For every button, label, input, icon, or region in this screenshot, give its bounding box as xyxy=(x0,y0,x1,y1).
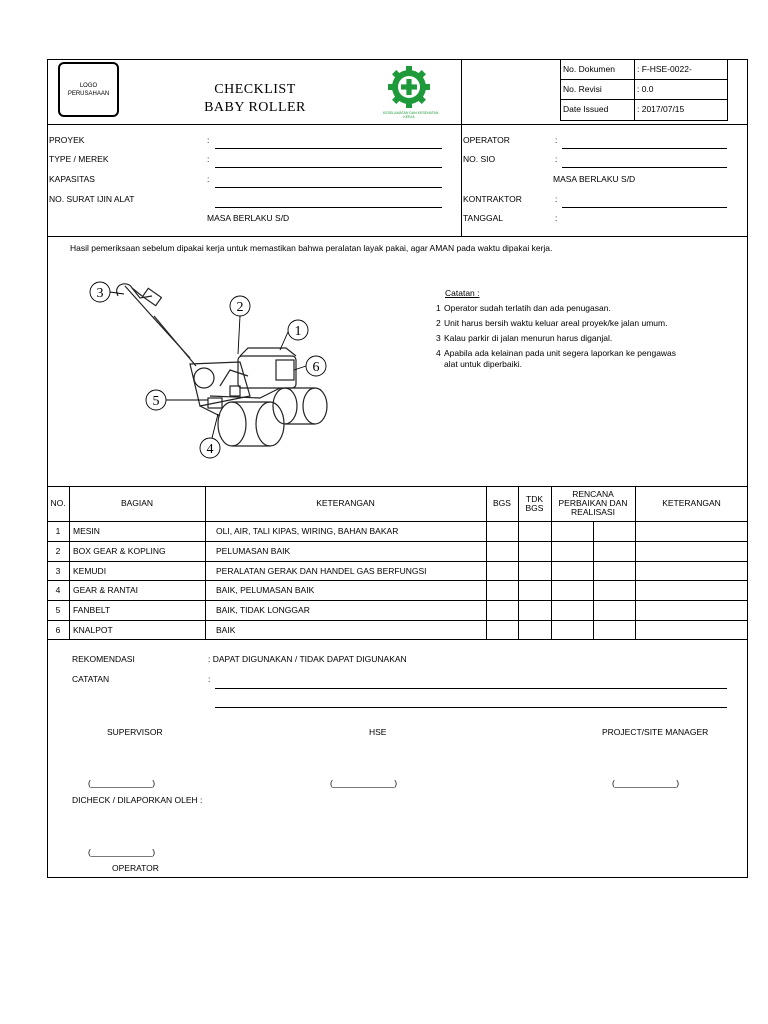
logo-text: LOGO PERUSAHAAN xyxy=(67,82,110,97)
table-row-bagian: MESIN xyxy=(73,526,100,536)
table-row-keterangan: OLI, AIR, TALI KIPAS, WIRING, BAHAN BAKAR xyxy=(216,526,399,536)
table-row-no: 3 xyxy=(55,565,61,576)
signer-site-manager: PROJECT/SITE MANAGER xyxy=(602,727,709,737)
bgs-checkbox[interactable] xyxy=(486,541,518,561)
table-row-bagian: BOX GEAR & KOPLING xyxy=(73,546,166,556)
callout-5: 5 xyxy=(152,394,160,409)
header-keterangan-text: KETERANGAN xyxy=(316,498,375,508)
title-line-2: BABY ROLLER xyxy=(204,100,306,115)
keterangan-cell[interactable] xyxy=(635,541,748,561)
info-left-colon: : xyxy=(207,174,210,184)
rencana-cell[interactable] xyxy=(551,561,593,580)
supervisor-sign-blank[interactable]: (_____________) xyxy=(88,778,156,788)
tdk-bgs-checkbox[interactable] xyxy=(518,541,551,561)
rencana-cell[interactable] xyxy=(551,521,593,541)
header-bottom-rule xyxy=(47,124,748,125)
table-row-keterangan: PELUMASAN BAIK xyxy=(216,546,291,556)
bgs-checkbox[interactable] xyxy=(486,561,518,580)
info-left-fill-line[interactable] xyxy=(215,207,442,208)
header-keterangan xyxy=(205,486,486,521)
info-left-label: KAPASITAS xyxy=(49,174,95,184)
catatan-footer-colon: : xyxy=(208,674,211,684)
rencana-cell[interactable] xyxy=(551,580,593,600)
operator-sign-blank[interactable]: (_____________) xyxy=(88,847,156,857)
doc-info-value: : 2017/07/15 xyxy=(637,104,685,114)
company-logo-box xyxy=(58,62,119,117)
bgs-checkbox[interactable] xyxy=(486,580,518,600)
info-left-fill-line[interactable] xyxy=(215,187,442,188)
table-row-no: 1 xyxy=(55,526,61,536)
doc-info-divider xyxy=(634,59,635,121)
signer-hse: HSE xyxy=(369,727,387,737)
rencana-cell[interactable] xyxy=(551,620,593,639)
catatan-footer-label: CATATAN xyxy=(72,674,110,684)
gear-cross-icon xyxy=(383,65,435,109)
tdk-bgs-checkbox[interactable] xyxy=(518,620,551,639)
emblem-caption-1: KESELAMATAN DAN KESEHATAN xyxy=(383,111,439,115)
rekomendasi-label: REKOMENDASI xyxy=(72,654,135,664)
header-rencana-text: REALISASI xyxy=(571,507,615,517)
info-left-label: PROYEK xyxy=(49,135,85,145)
header-keterangan-2-text: KETERANGAN xyxy=(662,498,721,508)
table-row-rule xyxy=(47,639,748,640)
tdk-bgs-checkbox[interactable] xyxy=(518,600,551,620)
rekomendasi-value: : DAPAT DIGUNAKAN / TIDAK DAPAT DIGUNAKAN xyxy=(208,654,407,664)
document-title xyxy=(170,81,340,117)
doc-info-label: Date Issued xyxy=(563,104,609,114)
header-rencana xyxy=(551,486,635,521)
doc-info-label: No. Dokumen xyxy=(563,64,615,74)
header-no xyxy=(47,486,69,521)
header-bgs-text: BGS xyxy=(493,498,511,508)
tdk-bgs-checkbox[interactable] xyxy=(518,561,551,580)
header-keterangan-2 xyxy=(635,486,748,521)
hse-sign-blank[interactable]: (_____________) xyxy=(330,778,398,788)
info-left-colon: : xyxy=(207,135,210,145)
table-row-keterangan: BAIK xyxy=(216,624,236,635)
baby-roller-diagram xyxy=(80,266,340,466)
catatan-item-text: Unit harus bersih waktu keluar areal proyek/ke jalan umum. xyxy=(444,318,668,328)
table-row-keterangan: BAIK, TIDAK LONGGAR xyxy=(216,605,310,615)
table-row-keterangan: PERALATAN GERAK DAN HANDEL GAS BERFUNGSI xyxy=(216,565,427,576)
right-masa-berlaku: MASA BERLAKU S/D xyxy=(553,174,636,184)
catatan-item-text: Operator sudah terlatih dan ada penugasan. xyxy=(444,303,611,313)
title-line-1: CHECKLIST xyxy=(214,82,296,97)
catatan-item-number: 1 xyxy=(436,303,441,313)
header-rencana-text: PERBAIKAN DAN xyxy=(558,498,628,508)
callout-1: 1 xyxy=(294,324,302,339)
catatan-fill-line-2[interactable] xyxy=(215,707,727,708)
table-row-bagian: GEAR & RANTAI xyxy=(73,585,139,595)
table-row-bagian: KEMUDI xyxy=(73,565,107,576)
operator-label: OPERATOR xyxy=(112,863,159,873)
tdk-bgs-checkbox[interactable] xyxy=(518,580,551,600)
info-right-fill-line[interactable] xyxy=(562,207,727,208)
info-left-fill-line[interactable] xyxy=(215,167,442,168)
realisasi-cell[interactable] xyxy=(593,620,635,639)
table-row-keterangan: BAIK, PELUMASAN BAIK xyxy=(216,585,315,595)
header-bagian-text: BAGIAN xyxy=(120,498,154,508)
document-frame xyxy=(47,59,748,878)
doc-info-label: No. Revisi xyxy=(563,84,602,94)
info-left-fill-line[interactable] xyxy=(215,148,442,149)
emblem-caption-2: KERJA xyxy=(403,115,415,119)
info-bottom-rule xyxy=(47,236,748,237)
table-row-no: 4 xyxy=(55,585,61,595)
bgs-checkbox[interactable] xyxy=(486,600,518,620)
header-tdk-bgs-text: TDK xyxy=(526,493,543,504)
info-right-colon: : xyxy=(555,154,558,164)
header-tdk-bgs-text: BGS xyxy=(525,502,544,513)
k3-emblem xyxy=(383,65,439,119)
info-left-label: TYPE / MEREK xyxy=(49,154,109,164)
rencana-cell[interactable] xyxy=(551,541,593,561)
callout-4: 4 xyxy=(206,442,214,457)
keterangan-cell[interactable] xyxy=(635,561,748,580)
realisasi-cell[interactable] xyxy=(593,600,635,620)
signer-supervisor: SUPERVISOR xyxy=(107,727,163,737)
header-bgs xyxy=(486,486,518,521)
left-masa-berlaku: MASA BERLAKU S/D xyxy=(207,213,290,223)
catatan-item-text: Kalau parkir di jalan menurun harus diganjal. xyxy=(444,333,613,343)
catatan-item-number: 4 xyxy=(436,348,441,358)
bgs-checkbox[interactable] xyxy=(486,521,518,541)
bgs-checkbox[interactable] xyxy=(486,620,518,639)
rencana-cell[interactable] xyxy=(551,600,593,620)
realisasi-cell[interactable] xyxy=(593,541,635,561)
realisasi-cell[interactable] xyxy=(593,521,635,541)
catatan-item-number: 3 xyxy=(436,333,441,343)
table-row-no: 2 xyxy=(55,546,61,556)
catatan-title: Catatan : xyxy=(445,288,480,298)
info-right-label: OPERATOR xyxy=(463,135,510,145)
header-bagian xyxy=(69,486,205,521)
info-right-fill-line[interactable] xyxy=(562,167,727,168)
catatan-item-4-line-2: alat untuk diperbaiki. xyxy=(444,359,522,369)
realisasi-cell[interactable] xyxy=(593,580,635,600)
info-right-label: TANGGAL xyxy=(463,213,503,223)
intro-text: Hasil pemeriksaan sebelum dipakai kerja untuk memastikan bahwa peralatan layak pakai, agar AMAN pada waktu dipakai kerja. xyxy=(70,243,553,253)
keterangan-cell[interactable] xyxy=(635,521,748,541)
doc-info-rule-1 xyxy=(560,79,728,80)
callout-2: 2 xyxy=(236,300,244,315)
header-no-text: NO. xyxy=(50,498,66,508)
table-row-no: 5 xyxy=(55,605,61,615)
header-tdk-bgs xyxy=(518,486,551,521)
info-right-label: KONTRAKTOR xyxy=(463,194,522,204)
dicheck-label: DICHECK / DILAPORKAN OLEH : xyxy=(72,795,203,805)
tdk-bgs-checkbox[interactable] xyxy=(518,521,551,541)
catatan-item-text: Apabila ada kelainan pada unit segera laporkan ke pengawas xyxy=(444,348,677,358)
info-left-label: NO. SURAT IJIN ALAT xyxy=(49,194,135,204)
manager-sign-blank[interactable]: (_____________) xyxy=(612,778,680,788)
doc-info-rule-2 xyxy=(560,99,728,100)
table-row-no: 6 xyxy=(55,624,61,635)
doc-info-value: : F-HSE-0022- xyxy=(637,64,692,74)
doc-info-value: : 0.0 xyxy=(637,84,654,94)
keterangan-cell[interactable] xyxy=(635,600,748,620)
keterangan-cell[interactable] xyxy=(635,620,748,639)
header-rencana-text: RENCANA xyxy=(572,489,614,499)
callout-6: 6 xyxy=(312,360,320,375)
table-row-bagian: FANBELT xyxy=(73,605,111,615)
catatan-fill-line-1[interactable] xyxy=(215,688,727,689)
realisasi-cell[interactable] xyxy=(593,561,635,580)
table-row-bagian: KNALPOT xyxy=(73,624,113,635)
info-right-fill-line[interactable] xyxy=(562,148,727,149)
header-divider xyxy=(461,59,462,236)
callout-3: 3 xyxy=(96,286,104,301)
info-right-colon: : xyxy=(555,135,558,145)
info-right-label: NO. SIO xyxy=(463,154,496,164)
keterangan-cell[interactable] xyxy=(635,580,748,600)
catatan-item-number: 2 xyxy=(436,318,441,328)
info-right-colon: : xyxy=(555,213,558,223)
info-left-colon: : xyxy=(207,154,210,164)
baby-roller-illustration xyxy=(80,266,340,466)
info-right-colon: : xyxy=(555,194,558,204)
